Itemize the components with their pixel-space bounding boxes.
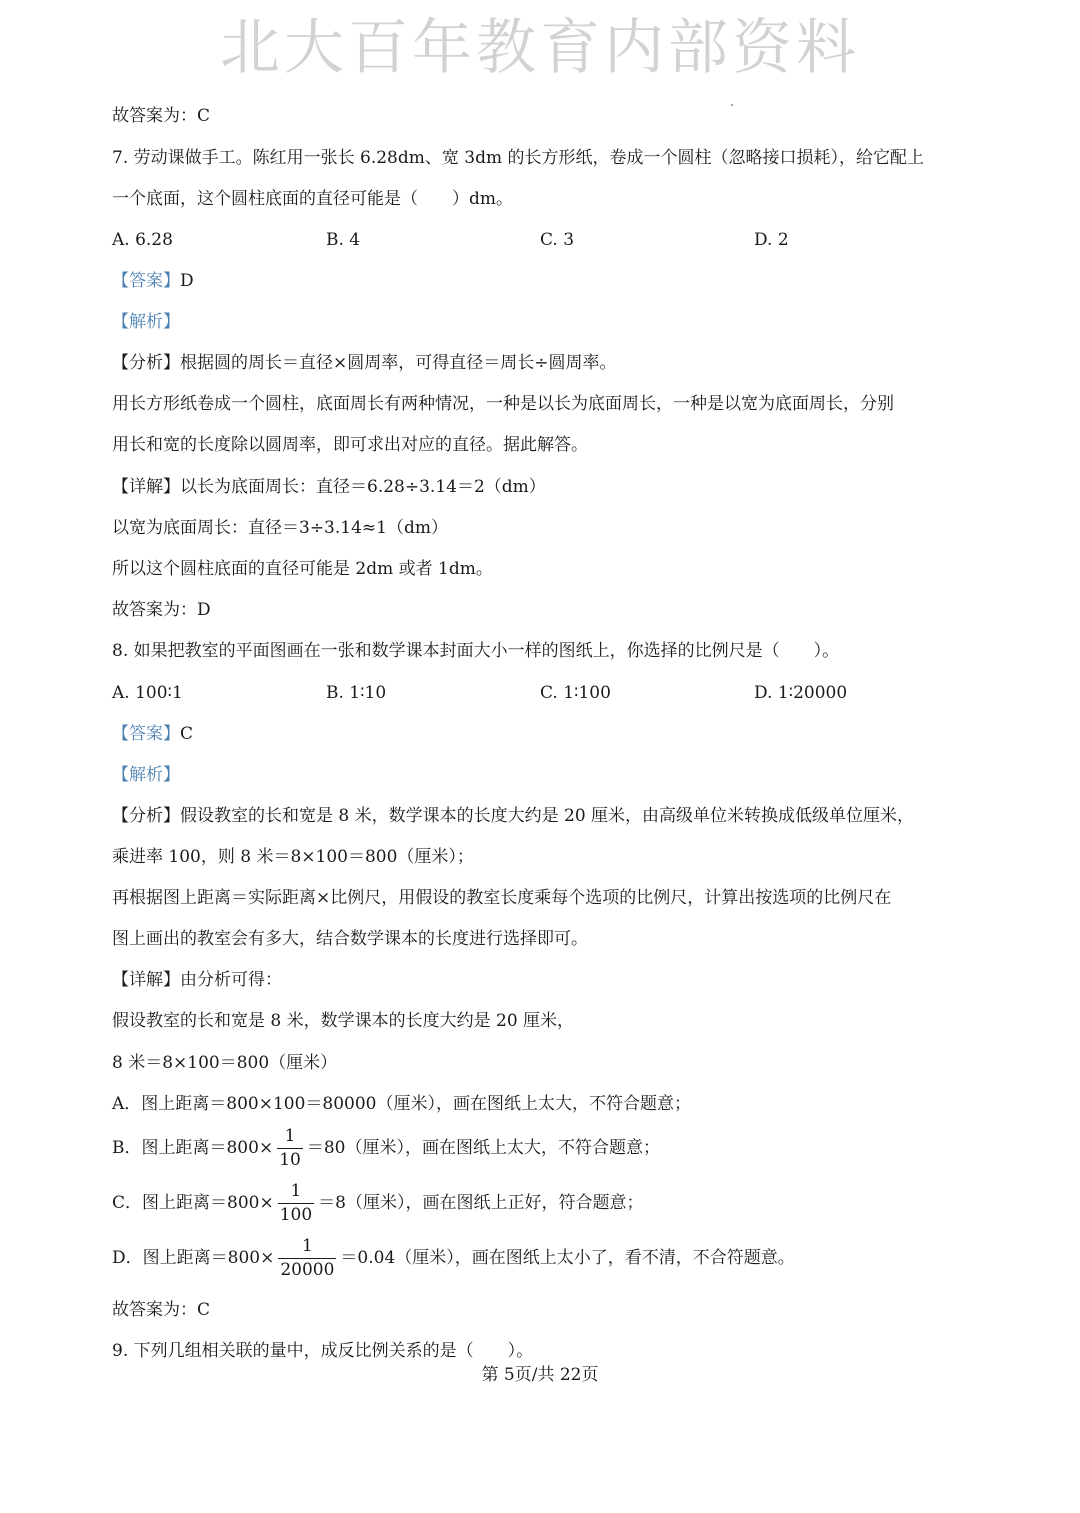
denominator: 10 bbox=[279, 1150, 301, 1170]
q8-stem: 8. 如果把教室的平面图画在一张和数学课本封面大小一样的图纸上，你选择的比例尺是（ ）。 bbox=[112, 641, 840, 661]
q8-option-a: A. 100∶1 bbox=[112, 683, 183, 703]
q8-answer bbox=[112, 726, 193, 743]
prev-answer: 故答案为：C bbox=[112, 106, 211, 126]
numerator: 1 bbox=[290, 1181, 302, 1201]
q7-fenxi bbox=[112, 355, 617, 372]
q8-line-b: 8 米＝8×100＝800（厘米） bbox=[112, 1053, 338, 1073]
calc-post: ＝0.04（厘米），画在图纸上太小了，看不清，不合符题意。 bbox=[340, 1248, 795, 1268]
speck bbox=[731, 104, 733, 106]
fraction bbox=[278, 1183, 314, 1224]
numerator: 1 bbox=[284, 1126, 296, 1146]
q8-option-d: D. 1∶20000 bbox=[754, 683, 848, 703]
page-footer: 第 5页/共 22页 bbox=[481, 1365, 599, 1385]
q8-calc-a: A．图上距离＝800×100＝80000（厘米），画在图纸上太大，不符合题意； bbox=[112, 1094, 691, 1114]
denominator: 100 bbox=[279, 1205, 313, 1225]
calc-pre: D．图上距离＝800× bbox=[112, 1248, 275, 1268]
xiangjie-tag: 【详解】 bbox=[112, 970, 180, 990]
numerator: 1 bbox=[301, 1236, 313, 1256]
fenxi-tag: 【分析】 bbox=[112, 353, 180, 373]
q8-calc-b bbox=[112, 1128, 660, 1169]
answer-value: C bbox=[180, 724, 194, 744]
q7-line-b: 以宽为底面周长：直径＝3÷3.14≈1（dm） bbox=[112, 518, 448, 538]
q8-calc-c bbox=[112, 1183, 643, 1224]
q7-analysis-tag: 【解析】 bbox=[112, 312, 180, 332]
denominator: 20000 bbox=[280, 1260, 335, 1280]
q8-final: 故答案为：C bbox=[112, 1300, 211, 1320]
fraction bbox=[278, 1238, 336, 1279]
answer-tag: 【答案】 bbox=[112, 271, 180, 291]
q7-para1: 用长方形纸卷成一个圆柱，底面周长有两种情况，一种是以长为底面周长，一种是以宽为底面周长，分别 bbox=[112, 394, 894, 414]
xiangjie-tag: 【详解】 bbox=[112, 477, 180, 497]
q8-option-b: B. 1∶10 bbox=[326, 683, 387, 703]
xiangjie-text: 由分析可得： bbox=[180, 970, 282, 990]
q7-option-c: C. 3 bbox=[540, 230, 575, 250]
q7-line-c: 所以这个圆柱底面的直径可能是 2dm 或者 1dm。 bbox=[112, 559, 493, 579]
answer-tag: 【答案】 bbox=[112, 724, 180, 744]
q8-xiangjie bbox=[112, 972, 282, 989]
q7-para2: 用长和宽的长度除以圆周率，即可求出对应的直径。据此解答。 bbox=[112, 435, 588, 455]
xiangjie-text: 以长为底面周长：直径＝6.28÷3.14＝2（dm） bbox=[180, 477, 546, 497]
q7-final: 故答案为：D bbox=[112, 600, 211, 620]
q7-option-a: A. 6.28 bbox=[112, 230, 173, 250]
q7-option-d: D. 2 bbox=[754, 230, 789, 250]
fenxi-text: 根据圆的周长＝直径×圆周率，可得直径＝周长÷圆周率。 bbox=[180, 353, 617, 373]
q7-stem-line2: 一个底面，这个圆柱底面的直径可能是（ ）dm。 bbox=[112, 189, 514, 209]
answer-value: D bbox=[180, 271, 194, 291]
fenxi-tag: 【分析】 bbox=[112, 806, 180, 826]
q7-option-b: B. 4 bbox=[326, 230, 361, 250]
q8-option-c: C. 1∶100 bbox=[540, 683, 611, 703]
q8-fenxi-line1 bbox=[112, 808, 914, 825]
calc-pre: C．图上距离＝800× bbox=[112, 1193, 274, 1213]
q8-para2: 图上画出的教室会有多大，结合数学课本的长度进行选择即可。 bbox=[112, 929, 588, 949]
q8-para1: 再根据图上距离＝实际距离×比例尺，用假设的教室长度乘每个选项的比例尺，计算出按选项的比例尺在 bbox=[112, 888, 892, 908]
q8-analysis-tag: 【解析】 bbox=[112, 765, 180, 785]
q8-line-a: 假设教室的长和宽是 8 米，数学课本的长度大约是 20 厘米， bbox=[112, 1011, 575, 1031]
q8-fenxi-line2: 乘进率 100，则 8 米＝8×100＝800（厘米）； bbox=[112, 847, 474, 867]
watermark: 北大百年教育内部资料 bbox=[220, 13, 860, 83]
calc-post: ＝8（厘米），画在图纸上正好，符合题意； bbox=[318, 1193, 644, 1213]
q7-stem-line1: 7. 劳动课做手工。陈红用一张长 6.28dm、宽 3dm 的长方形纸，卷成一个圆柱（忽略接口损耗），给它配上 bbox=[112, 148, 925, 168]
calc-post: ＝80（厘米），画在图纸上太大，不符合题意； bbox=[306, 1138, 660, 1158]
q8-calc-d bbox=[112, 1238, 795, 1279]
q7-answer bbox=[112, 273, 194, 290]
q9-stem: 9. 下列几组相关联的量中，成反比例关系的是（ ）。 bbox=[112, 1341, 534, 1361]
calc-pre: B．图上距离＝800× bbox=[112, 1138, 274, 1158]
q7-xiangjie bbox=[112, 479, 546, 496]
fraction bbox=[277, 1128, 303, 1169]
fenxi-text: 假设教室的长和宽是 8 米，数学课本的长度大约是 20 厘米，由高级单位米转换成低级单位厘米， bbox=[180, 806, 915, 826]
